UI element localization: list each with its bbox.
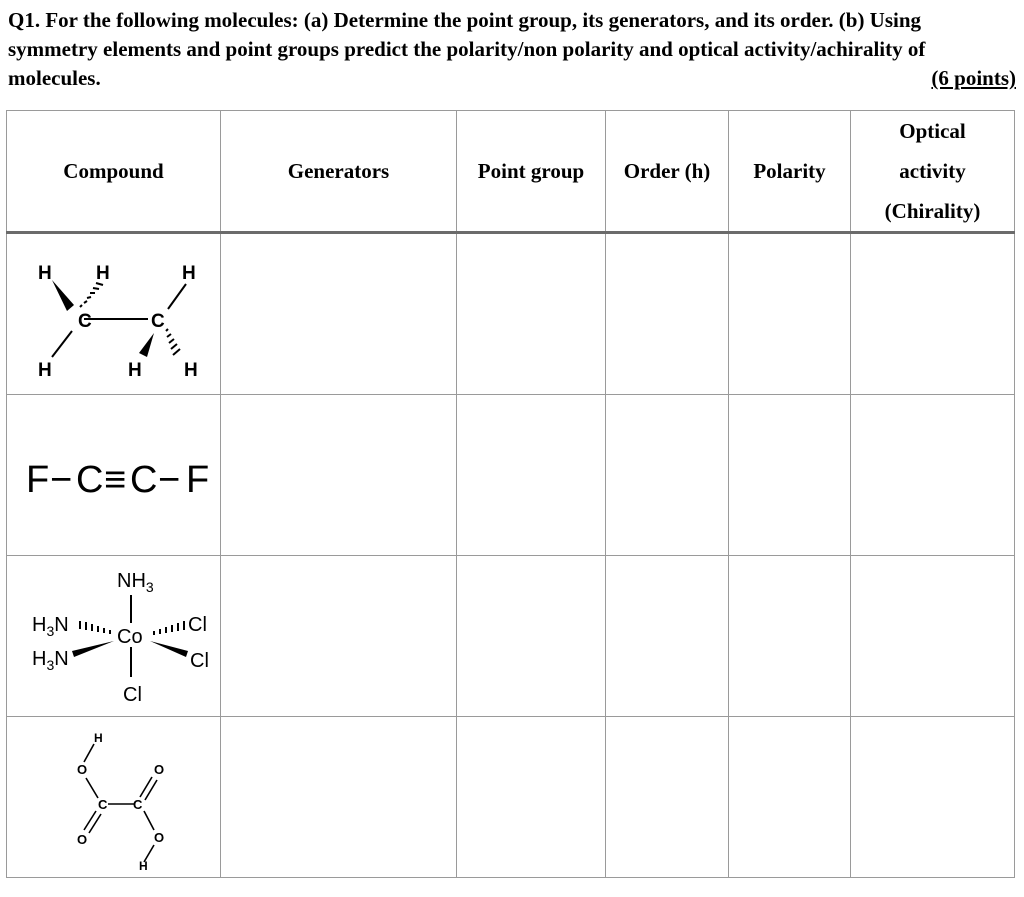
co-cl-upper: Cl xyxy=(187,614,207,636)
order-cell[interactable] xyxy=(606,556,729,717)
co-cl-bottom: Cl xyxy=(122,684,142,706)
ethane-carbon-left: C xyxy=(77,311,92,332)
order-cell[interactable] xyxy=(606,395,729,556)
oxa-o-lower-left: O xyxy=(76,832,87,847)
optical-activity-cell[interactable] xyxy=(851,556,1015,717)
co-nh3-top xyxy=(117,570,154,595)
ethane-h-5: H xyxy=(127,360,142,381)
point-group-cell[interactable] xyxy=(457,395,606,556)
table-row xyxy=(7,717,1015,878)
optical-activity-cell[interactable] xyxy=(851,233,1015,395)
oxa-o-upper-left: O xyxy=(76,762,87,777)
co-h3n-lower-n: N xyxy=(53,648,69,670)
fca-c-left: C xyxy=(75,459,103,501)
oxa-o-lower-right: O xyxy=(153,830,164,845)
order-cell[interactable] xyxy=(606,717,729,878)
co-h3n-lower xyxy=(32,648,69,673)
fca-bond-right: − xyxy=(157,459,180,501)
co-h3n-upper-sub: 3 xyxy=(45,623,54,639)
header-optical-activity xyxy=(851,111,1015,233)
oxalic-acid-structure xyxy=(14,722,214,872)
question-text xyxy=(8,6,1016,93)
ethane-carbon-right: C xyxy=(150,311,165,332)
oxa-h-bottom: H xyxy=(138,859,148,872)
co-cl-lower: Cl xyxy=(189,650,209,672)
cobalt-complex-structure xyxy=(14,561,214,711)
optical-activity-cell[interactable] xyxy=(851,717,1015,878)
point-group-cell[interactable] xyxy=(457,556,606,717)
oxa-h-top: H xyxy=(93,731,103,745)
ethane-h-2: H xyxy=(95,263,110,284)
ethane-h-4: H xyxy=(37,360,52,381)
polarity-cell[interactable] xyxy=(729,556,851,717)
polarity-cell[interactable] xyxy=(729,395,851,556)
ethane-structure xyxy=(14,239,214,389)
answer-table xyxy=(6,110,1015,878)
points-label: (6 points) xyxy=(931,66,1016,90)
co-nh3-top-nh: NH xyxy=(116,570,146,592)
fca-triple-bond: ≡ xyxy=(103,459,126,501)
header-optical-line-3: (Chirality) xyxy=(884,199,981,223)
question-line-2: symmetry elements and point groups predict the polarity/non polarity and optical activity/achirality of xyxy=(8,37,926,61)
table-row xyxy=(7,556,1015,717)
header-point-group: Point group xyxy=(457,111,606,233)
table-row xyxy=(7,395,1015,556)
header-optical-line-2: activity xyxy=(899,159,966,183)
generators-cell[interactable] xyxy=(221,556,457,717)
compound-cell-ethane xyxy=(7,233,221,395)
order-cell[interactable] xyxy=(606,233,729,395)
header-generators: Generators xyxy=(221,111,457,233)
header-polarity: Polarity xyxy=(729,111,851,233)
oxa-o-upper-right: O xyxy=(153,762,164,777)
difluoroacetylene-structure xyxy=(14,400,214,550)
ethane-h-1: H xyxy=(37,263,52,284)
generators-cell[interactable] xyxy=(221,717,457,878)
point-group-cell[interactable] xyxy=(457,233,606,395)
ethane-h-6: H xyxy=(183,360,198,381)
co-h3n-upper xyxy=(32,614,69,639)
header-compound: Compound xyxy=(7,111,221,233)
question-line-3 xyxy=(8,64,1016,93)
co-h3n-lower-h: H xyxy=(31,648,46,670)
polarity-cell[interactable] xyxy=(729,233,851,395)
co-nh3-top-sub: 3 xyxy=(145,579,154,595)
co-h3n-upper-h: H xyxy=(31,614,46,636)
point-group-cell[interactable] xyxy=(457,717,606,878)
ethane-h-3: H xyxy=(181,263,196,284)
fca-f-left: F xyxy=(25,459,49,501)
polarity-cell[interactable] xyxy=(729,717,851,878)
oxa-c-right: C xyxy=(132,797,142,812)
header-optical-line-1: Optical xyxy=(899,119,966,143)
question-line-1: Q1. For the following molecules: (a) Determine the point group, its generators, and its order. (b) Using xyxy=(8,8,922,32)
fca-bond-left: − xyxy=(49,459,72,501)
oxa-c-left: C xyxy=(97,797,107,812)
co-h3n-lower-sub: 3 xyxy=(45,657,54,673)
generators-cell[interactable] xyxy=(221,395,457,556)
optical-activity-cell[interactable] xyxy=(851,395,1015,556)
co-h3n-upper-n: N xyxy=(53,614,69,636)
header-row xyxy=(7,111,1015,233)
compound-cell-difluoroacetylene xyxy=(7,395,221,556)
fca-c-right: C xyxy=(129,459,157,501)
table-row xyxy=(7,233,1015,395)
fca-f-right: F xyxy=(185,459,209,501)
compound-cell-cobalt-complex xyxy=(7,556,221,717)
question-line-3-text: molecules. xyxy=(8,66,101,90)
co-center: Co xyxy=(116,626,143,648)
header-order: Order (h) xyxy=(606,111,729,233)
generators-cell[interactable] xyxy=(221,233,457,395)
compound-cell-oxalic-acid xyxy=(7,717,221,878)
